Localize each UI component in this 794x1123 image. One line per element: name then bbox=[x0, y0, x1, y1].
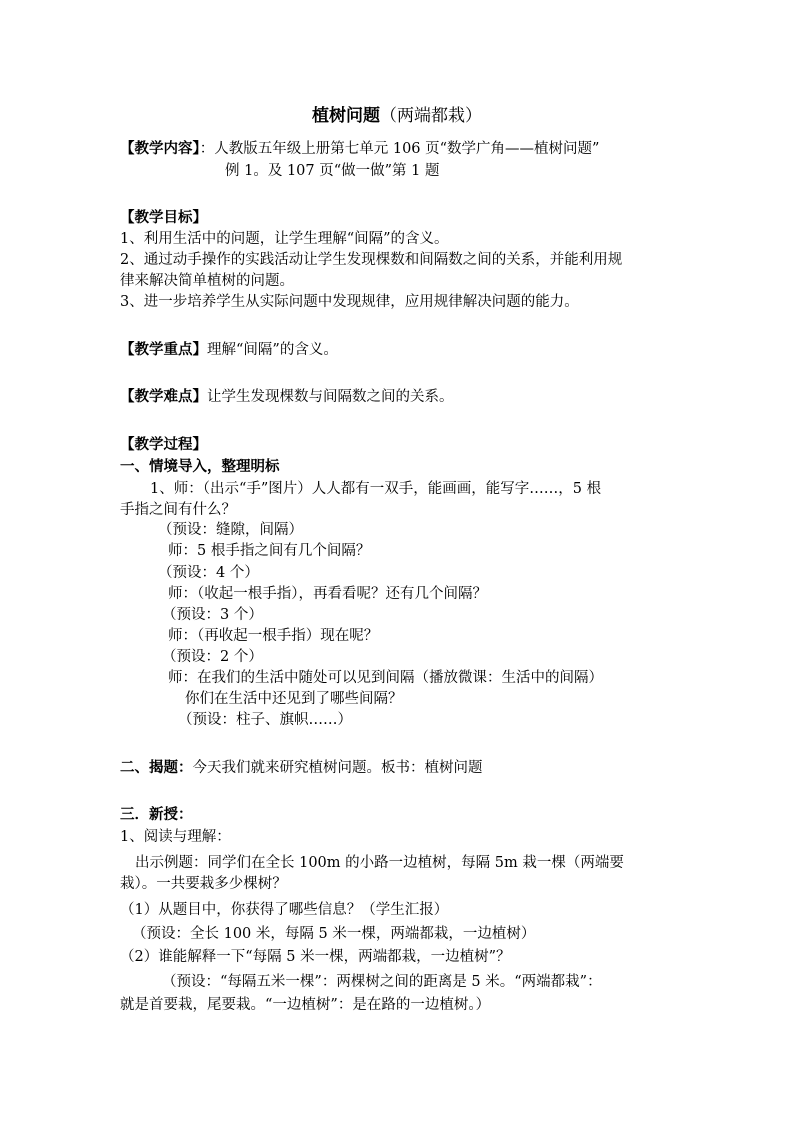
section1-line-9: （预设：2 个） bbox=[162, 649, 263, 665]
section3-line-4: （1）从题目中，你获得了哪些信息？（学生汇报） bbox=[120, 902, 449, 918]
section3-line-2: 出示例题：同学们在全长 100m 的小路一边植树，每隔 5m 栽一棵（两端要 bbox=[135, 855, 624, 871]
section3-line-3: 栽）。一共要栽多少棵树？ bbox=[120, 876, 287, 892]
section1-line-7: （预设：3 个） bbox=[162, 607, 263, 623]
keypoint-text: 理解“间隔”的含义。 bbox=[207, 342, 338, 358]
content-line-2: 例 1。及 107 页“做一做”第 1 题 bbox=[225, 163, 440, 179]
content-label: 【教学内容】 bbox=[120, 140, 200, 157]
goals-label: 【教学目标】 bbox=[120, 209, 207, 226]
page-title bbox=[0, 104, 794, 128]
section2-heading: 二、揭题： bbox=[120, 759, 193, 776]
goal-item-3: 3、进一步培养学生从实际问题中发现规律，应用规律解决问题的能力。 bbox=[120, 294, 579, 310]
section3-line-1: 1、阅读与理解： bbox=[120, 829, 231, 845]
section1-line-6: 师：（收起一根手指），再看看呢？还有几个间隔？ bbox=[168, 586, 487, 602]
difficulty-line bbox=[120, 387, 454, 407]
section1-line-12: （预设：柱子、旗帜……） bbox=[178, 712, 352, 728]
section3-heading: 三．新授： bbox=[120, 806, 193, 823]
section1-line-2: 手指之间有什么？ bbox=[120, 502, 236, 518]
process-label: 【教学过程】 bbox=[120, 436, 207, 453]
section3-line-7: （预设：“每隔五米一棵”：两棵树之间的距离是 5 米。“两端都栽”： bbox=[162, 974, 602, 990]
section1-line-4: 师：5 根手指之间有几个间隔？ bbox=[168, 543, 371, 559]
section3-line-5: （预设：全长 100 米，每隔 5 米一棵，两端都栽，一边植树） bbox=[132, 926, 536, 942]
keypoint-line bbox=[120, 340, 338, 360]
section1-line-1: 1、师：（出示“手”图片）人人都有一双手，能画画，能写字……，5 根 bbox=[150, 481, 602, 497]
section1-line-3: （预设：缝隙，间隔） bbox=[158, 522, 303, 538]
difficulty-text: 让学生发现棵数与间隔数之间的关系。 bbox=[207, 389, 454, 405]
section1-line-5: （预设：4 个） bbox=[158, 565, 259, 581]
section2-text: 今天我们就来研究植树问题。板书：植树问题 bbox=[192, 760, 483, 776]
section1-line-8: 师：（再收起一根手指）现在呢？ bbox=[168, 628, 379, 644]
section2-line bbox=[120, 758, 483, 778]
section3-line-8: 就是首要栽，尾要栽。“一边植树”：是在路的一边植树。） bbox=[120, 997, 491, 1013]
difficulty-label: 【教学难点】 bbox=[120, 388, 207, 405]
goal-item-2-cont: 律来解决简单植树的问题。 bbox=[120, 273, 294, 289]
section1-line-10: 师：在我们的生活中随处可以见到间隔（播放微课：生活中的间隔） bbox=[168, 670, 603, 686]
title-sub: （两端都栽） bbox=[380, 106, 482, 126]
goal-item-2: 2、通过动手操作的实践活动让学生发现棵数和间隔数之间的关系，并能利用规 bbox=[120, 252, 623, 268]
title-main: 植树问题 bbox=[312, 106, 380, 126]
content-line-1 bbox=[120, 139, 599, 159]
section1-heading: 一、情境导入，整理明标 bbox=[120, 458, 280, 475]
content-text-1: ：人教版五年级上册第七单元 106 页“数学广角——植树问题” bbox=[199, 141, 600, 157]
section1-line-11: 你们在生活中还见到了哪些间隔？ bbox=[185, 691, 403, 707]
goal-item-1: 1、利用生活中的问题，让学生理解“间隔”的含义。 bbox=[120, 231, 449, 247]
section3-line-6: （2）谁能解释一下“每隔 5 米一棵，两端都栽，一边植树”？ bbox=[120, 949, 511, 965]
keypoint-label: 【教学重点】 bbox=[120, 341, 207, 358]
